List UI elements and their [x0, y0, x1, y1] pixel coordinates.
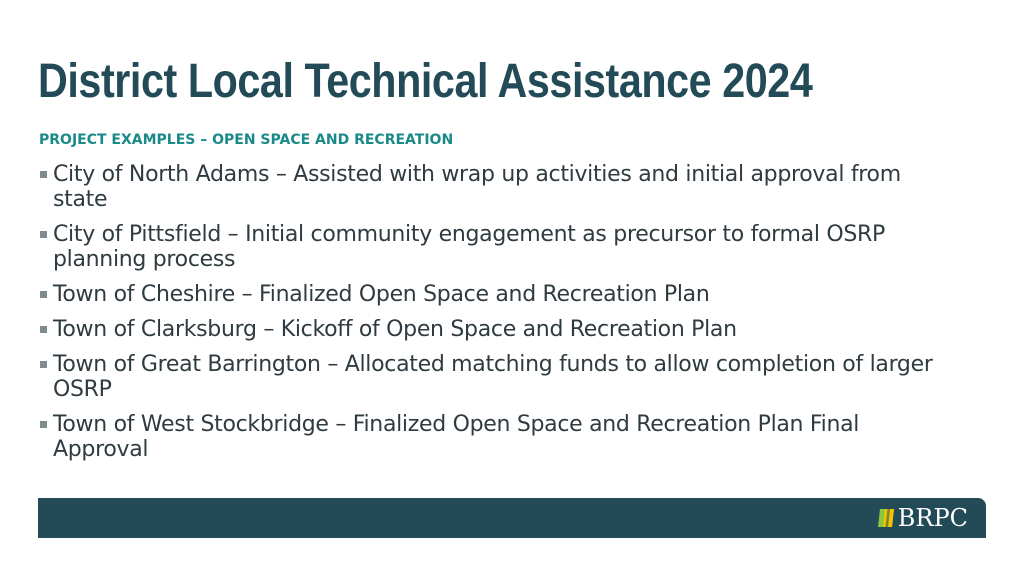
square-bullet-icon: [40, 326, 47, 333]
bullet-item: [39, 352, 939, 402]
bullet-list: [39, 162, 939, 472]
brpc-logo-icon: [877, 507, 895, 529]
brpc-logo: [877, 504, 968, 532]
square-bullet-icon: [40, 231, 47, 238]
slide-title: District Local Technical Assistance 2024: [38, 55, 813, 108]
bullet-text: Town of Clarksburg – Kickoff of Open Space and Recreation Plan: [53, 317, 737, 342]
square-bullet-icon: [40, 171, 47, 178]
brpc-logo-text: BRPC: [897, 504, 968, 532]
bullet-text: Town of West Stockbridge – Finalized Open Space and Recreation Plan Final Approval: [53, 412, 860, 462]
bullet-item: [39, 412, 939, 462]
square-bullet-icon: [40, 361, 47, 368]
bullet-text: City of Pittsfield – Initial community engagement as precursor to formal OSRP planning process: [53, 222, 885, 272]
footer-bar: [38, 498, 986, 538]
slide-subtitle: PROJECT EXAMPLES – OPEN SPACE AND RECREATION: [39, 132, 454, 148]
square-bullet-icon: [40, 421, 47, 428]
bullet-item: [39, 162, 939, 212]
bullet-item: [39, 282, 939, 307]
square-bullet-icon: [40, 291, 47, 298]
bullet-item: [39, 222, 939, 272]
bullet-item: [39, 317, 939, 342]
bullet-text: Town of Cheshire – Finalized Open Space and Recreation Plan: [53, 282, 710, 307]
bullet-text: City of North Adams – Assisted with wrap up activities and initial approval from state: [53, 162, 901, 212]
bullet-text: Town of Great Barrington – Allocated matching funds to allow completion of larger OSRP: [53, 352, 933, 402]
